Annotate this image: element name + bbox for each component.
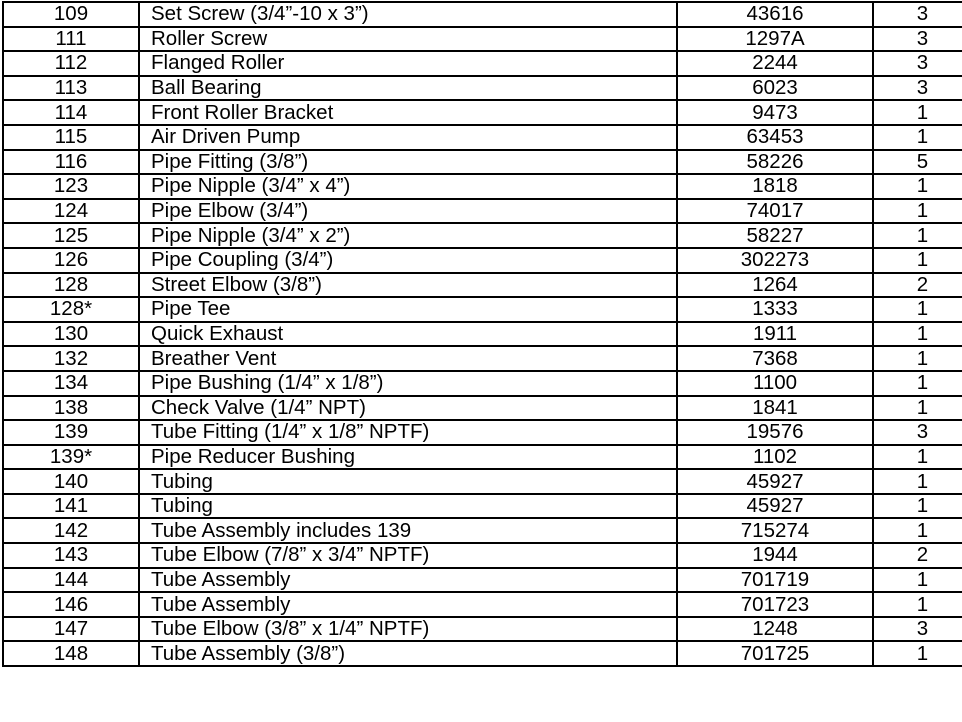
part-number-cell: 74017 <box>677 199 873 224</box>
part-number-cell: 45927 <box>677 469 873 494</box>
quantity-cell: 1 <box>873 469 962 494</box>
parts-list-table <box>2 1 962 667</box>
part-number-cell: 1248 <box>677 617 873 642</box>
description-cell: Street Elbow (3/8”) <box>139 273 677 298</box>
quantity-cell: 1 <box>873 371 962 396</box>
description-cell: Tube Elbow (7/8” x 3/4” NPTF) <box>139 543 677 568</box>
description-cell: Quick Exhaust <box>139 322 677 347</box>
table-row <box>3 494 962 519</box>
quantity-cell: 1 <box>873 248 962 273</box>
ref-number-cell: 138 <box>3 396 139 421</box>
table-row <box>3 396 962 421</box>
table-row <box>3 371 962 396</box>
ref-number-cell: 115 <box>3 125 139 150</box>
part-number-cell: 1944 <box>677 543 873 568</box>
ref-number-cell: 128 <box>3 273 139 298</box>
part-number-cell: 302273 <box>677 248 873 273</box>
table-row <box>3 543 962 568</box>
table-row <box>3 346 962 371</box>
quantity-cell: 1 <box>873 346 962 371</box>
quantity-cell: 1 <box>873 592 962 617</box>
table-row <box>3 518 962 543</box>
table-row <box>3 617 962 642</box>
part-number-cell: 58227 <box>677 223 873 248</box>
ref-number-cell: 124 <box>3 199 139 224</box>
ref-number-cell: 109 <box>3 2 139 27</box>
quantity-cell: 2 <box>873 543 962 568</box>
table-row <box>3 51 962 76</box>
description-cell: Breather Vent <box>139 346 677 371</box>
table-row <box>3 641 962 666</box>
ref-number-cell: 113 <box>3 76 139 101</box>
table-row <box>3 125 962 150</box>
quantity-cell: 1 <box>873 125 962 150</box>
ref-number-cell: 130 <box>3 322 139 347</box>
description-cell: Pipe Coupling (3/4”) <box>139 248 677 273</box>
part-number-cell: 1102 <box>677 445 873 470</box>
table-row <box>3 27 962 52</box>
description-cell: Tube Elbow (3/8” x 1/4” NPTF) <box>139 617 677 642</box>
table-row <box>3 420 962 445</box>
table-row <box>3 199 962 224</box>
part-number-cell: 58226 <box>677 150 873 175</box>
quantity-cell: 1 <box>873 174 962 199</box>
table-row <box>3 150 962 175</box>
part-number-cell: 701723 <box>677 592 873 617</box>
quantity-cell: 1 <box>873 641 962 666</box>
part-number-cell: 7368 <box>677 346 873 371</box>
table-row <box>3 248 962 273</box>
part-number-cell: 6023 <box>677 76 873 101</box>
ref-number-cell: 148 <box>3 641 139 666</box>
parts-list-body <box>3 2 962 666</box>
table-row <box>3 469 962 494</box>
quantity-cell: 1 <box>873 396 962 421</box>
quantity-cell: 3 <box>873 76 962 101</box>
description-cell: Tube Assembly includes 139 <box>139 518 677 543</box>
part-number-cell: 1264 <box>677 273 873 298</box>
quantity-cell: 1 <box>873 223 962 248</box>
table-row <box>3 445 962 470</box>
description-cell: Air Driven Pump <box>139 125 677 150</box>
table-row <box>3 273 962 298</box>
part-number-cell: 1911 <box>677 322 873 347</box>
part-number-cell: 19576 <box>677 420 873 445</box>
ref-number-cell: 147 <box>3 617 139 642</box>
ref-number-cell: 112 <box>3 51 139 76</box>
part-number-cell: 1818 <box>677 174 873 199</box>
ref-number-cell: 139 <box>3 420 139 445</box>
ref-number-cell: 141 <box>3 494 139 519</box>
part-number-cell: 701719 <box>677 568 873 593</box>
part-number-cell: 2244 <box>677 51 873 76</box>
quantity-cell: 5 <box>873 150 962 175</box>
part-number-cell: 715274 <box>677 518 873 543</box>
ref-number-cell: 125 <box>3 223 139 248</box>
table-row <box>3 174 962 199</box>
ref-number-cell: 132 <box>3 346 139 371</box>
description-cell: Roller Screw <box>139 27 677 52</box>
table-row <box>3 100 962 125</box>
description-cell: Tube Assembly (3/8”) <box>139 641 677 666</box>
quantity-cell: 3 <box>873 617 962 642</box>
table-row <box>3 592 962 617</box>
description-cell: Front Roller Bracket <box>139 100 677 125</box>
ref-number-cell: 142 <box>3 518 139 543</box>
description-cell: Pipe Nipple (3/4” x 4”) <box>139 174 677 199</box>
part-number-cell: 43616 <box>677 2 873 27</box>
quantity-cell: 3 <box>873 2 962 27</box>
description-cell: Pipe Fitting (3/8”) <box>139 150 677 175</box>
ref-number-cell: 140 <box>3 469 139 494</box>
table-row <box>3 568 962 593</box>
ref-number-cell: 128* <box>3 297 139 322</box>
description-cell: Tubing <box>139 469 677 494</box>
ref-number-cell: 114 <box>3 100 139 125</box>
quantity-cell: 3 <box>873 51 962 76</box>
description-cell: Pipe Reducer Bushing <box>139 445 677 470</box>
quantity-cell: 1 <box>873 568 962 593</box>
description-cell: Ball Bearing <box>139 76 677 101</box>
part-number-cell: 63453 <box>677 125 873 150</box>
description-cell: Pipe Tee <box>139 297 677 322</box>
description-cell: Check Valve (1/4” NPT) <box>139 396 677 421</box>
table-row <box>3 297 962 322</box>
ref-number-cell: 116 <box>3 150 139 175</box>
table-row <box>3 322 962 347</box>
ref-number-cell: 143 <box>3 543 139 568</box>
quantity-cell: 3 <box>873 420 962 445</box>
quantity-cell: 1 <box>873 199 962 224</box>
ref-number-cell: 123 <box>3 174 139 199</box>
part-number-cell: 1100 <box>677 371 873 396</box>
ref-number-cell: 111 <box>3 27 139 52</box>
description-cell: Flanged Roller <box>139 51 677 76</box>
part-number-cell: 1333 <box>677 297 873 322</box>
ref-number-cell: 134 <box>3 371 139 396</box>
ref-number-cell: 139* <box>3 445 139 470</box>
description-cell: Tube Assembly <box>139 592 677 617</box>
quantity-cell: 1 <box>873 518 962 543</box>
quantity-cell: 1 <box>873 322 962 347</box>
part-number-cell: 9473 <box>677 100 873 125</box>
description-cell: Pipe Elbow (3/4”) <box>139 199 677 224</box>
part-number-cell: 45927 <box>677 494 873 519</box>
quantity-cell: 1 <box>873 297 962 322</box>
part-number-cell: 1841 <box>677 396 873 421</box>
part-number-cell: 701725 <box>677 641 873 666</box>
description-cell: Pipe Bushing (1/4” x 1/8”) <box>139 371 677 396</box>
ref-number-cell: 144 <box>3 568 139 593</box>
table-row <box>3 76 962 101</box>
quantity-cell: 1 <box>873 494 962 519</box>
ref-number-cell: 126 <box>3 248 139 273</box>
ref-number-cell: 146 <box>3 592 139 617</box>
description-cell: Set Screw (3/4”-10 x 3”) <box>139 2 677 27</box>
description-cell: Pipe Nipple (3/4” x 2”) <box>139 223 677 248</box>
part-number-cell: 1297A <box>677 27 873 52</box>
quantity-cell: 3 <box>873 27 962 52</box>
description-cell: Tube Assembly <box>139 568 677 593</box>
table-row <box>3 2 962 27</box>
quantity-cell: 1 <box>873 445 962 470</box>
quantity-cell: 2 <box>873 273 962 298</box>
table-row <box>3 223 962 248</box>
quantity-cell: 1 <box>873 100 962 125</box>
description-cell: Tube Fitting (1/4” x 1/8” NPTF) <box>139 420 677 445</box>
description-cell: Tubing <box>139 494 677 519</box>
